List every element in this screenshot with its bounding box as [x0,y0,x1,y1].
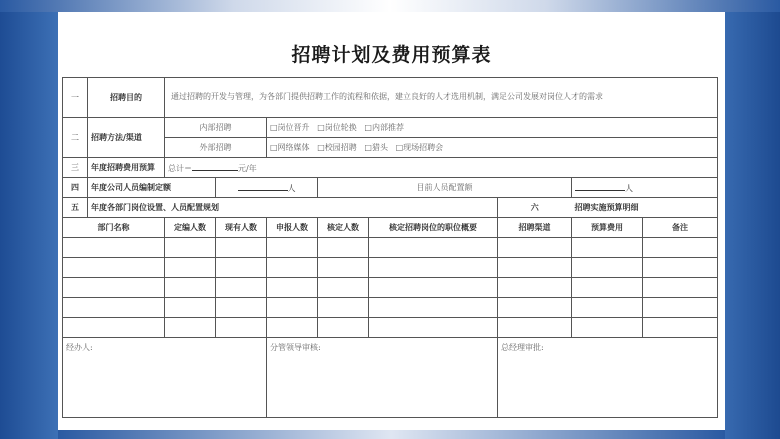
current-unit: 人 [625,183,633,193]
current-staffing-blank[interactable] [575,182,625,191]
option-promotion-checkbox[interactable]: □岗位晋升 [270,123,310,132]
table-cell[interactable] [643,278,718,298]
table-cell[interactable] [572,258,643,278]
total-suffix: 元/年 [238,163,257,173]
current-staffing-label: 目前人员配置额 [318,178,572,198]
table-cell[interactable] [643,298,718,318]
table-cell[interactable] [318,238,369,258]
table-cell[interactable] [165,318,216,338]
table-cell[interactable] [369,278,498,298]
current-staffing-field[interactable] [572,178,718,198]
option-headhunter-checkbox[interactable]: □猎头 [364,143,388,152]
table-cell[interactable] [369,318,498,338]
plan-label: 年度各部门岗位设置、人员配置规划 [88,198,498,218]
table-row [63,258,718,278]
col-remarks: 备注 [643,218,718,238]
table-cell[interactable] [498,238,572,258]
option-referral-checkbox[interactable]: □内部推荐 [364,123,404,132]
col-channel: 招聘渠道 [498,218,572,238]
col-position-summary: 核定招聘岗位的职位概要 [369,218,498,238]
table-row [63,298,718,318]
table-cell[interactable] [165,238,216,258]
table-cell[interactable] [572,318,643,338]
purpose-text: 通过招聘的开发与管理，为各部门提供招聘工作的流程和依据，建立良好的人才选用机制，满足公司发展对岗位人才的需求 [165,78,718,118]
method-internal-row [63,118,718,138]
option-campus-checkbox[interactable]: □校园招聘 [317,143,357,152]
quota-blank[interactable] [238,182,288,191]
option-online-media-checkbox[interactable]: □网络媒体 [270,143,310,152]
table-row [63,278,718,298]
table-cell[interactable] [572,298,643,318]
option-rotation-checkbox[interactable]: □岗位轮换 [317,123,357,132]
row-number: 三 [63,158,88,178]
table-cell[interactable] [643,258,718,278]
table-cell[interactable] [318,318,369,338]
purpose-row [63,78,718,118]
option-job-fair-checkbox[interactable]: □现场招聘会 [395,143,444,152]
table-cell[interactable] [267,258,318,278]
external-options [267,138,718,158]
table-cell[interactable] [165,298,216,318]
column-header-row [63,218,718,238]
table-cell[interactable] [369,238,498,258]
table-cell[interactable] [216,298,267,318]
table-cell[interactable] [63,278,165,298]
signature-row [63,338,718,418]
method-label: 招聘方法/渠道 [88,118,165,158]
quota-label: 年度公司人员编制定额 [88,178,216,198]
col-department: 部门名称 [63,218,165,238]
table-cell[interactable] [216,278,267,298]
table-cell[interactable] [572,278,643,298]
budget-label: 年度招聘费用预算 [88,158,165,178]
table-cell[interactable] [267,298,318,318]
quota-field[interactable] [216,178,318,198]
table-cell[interactable] [498,298,572,318]
internal-recruit-label: 内部招聘 [165,118,267,138]
quota-unit: 人 [287,183,296,193]
quota-row [63,178,718,198]
total-prefix: 总计＝ [168,163,192,173]
external-recruit-label: 外部招聘 [165,138,267,158]
table-cell[interactable] [498,318,572,338]
budget-row [63,158,718,178]
col-current: 现有人数 [216,218,267,238]
table-row [63,318,718,338]
table-cell[interactable] [63,258,165,278]
bottom-decorative-strip [58,430,725,439]
table-cell[interactable] [267,318,318,338]
purpose-label: 招聘目的 [88,78,165,118]
internal-options [267,118,718,138]
table-cell[interactable] [318,258,369,278]
row-number: 二 [63,118,88,158]
col-authorized: 定编人数 [165,218,216,238]
plan-row [63,198,718,218]
table-cell[interactable] [216,258,267,278]
table-cell[interactable] [63,318,165,338]
top-decorative-strip [0,0,780,12]
section-six-number: 六 [498,198,572,218]
table-cell[interactable] [369,258,498,278]
row-number: 一 [63,78,88,118]
gm-approval-field[interactable]: 总经理审批: [498,338,718,418]
table-cell[interactable] [267,278,318,298]
table-cell[interactable] [498,278,572,298]
table-row [63,238,718,258]
table-cell[interactable] [643,238,718,258]
table-cell[interactable] [216,238,267,258]
recruitment-budget-table [62,77,718,418]
table-cell[interactable] [63,298,165,318]
table-cell[interactable] [498,258,572,278]
col-requested: 申报人数 [267,218,318,238]
table-cell[interactable] [572,238,643,258]
row-number: 五 [63,198,88,218]
implementation-budget-label: 招聘实施预算明细 [572,198,718,218]
table-cell[interactable] [267,238,318,258]
row-number: 四 [63,178,88,198]
handler-signature-field[interactable]: 经办人: [63,338,267,418]
form-title: 招聘计划及费用预算表 [291,44,492,66]
total-blank[interactable] [192,162,238,171]
supervisor-review-field[interactable]: 分管领导审核: [267,338,498,418]
col-budget: 预算费用 [572,218,643,238]
table-cell[interactable] [216,318,267,338]
table-cell[interactable] [318,278,369,298]
table-cell[interactable] [165,278,216,298]
table-cell[interactable] [165,258,216,278]
table-cell[interactable] [318,298,369,318]
col-approved: 核定人数 [318,218,369,238]
table-cell[interactable] [369,298,498,318]
table-cell[interactable] [643,318,718,338]
budget-total-field[interactable] [165,158,718,178]
table-cell[interactable] [63,238,165,258]
form-sheet [58,12,725,430]
